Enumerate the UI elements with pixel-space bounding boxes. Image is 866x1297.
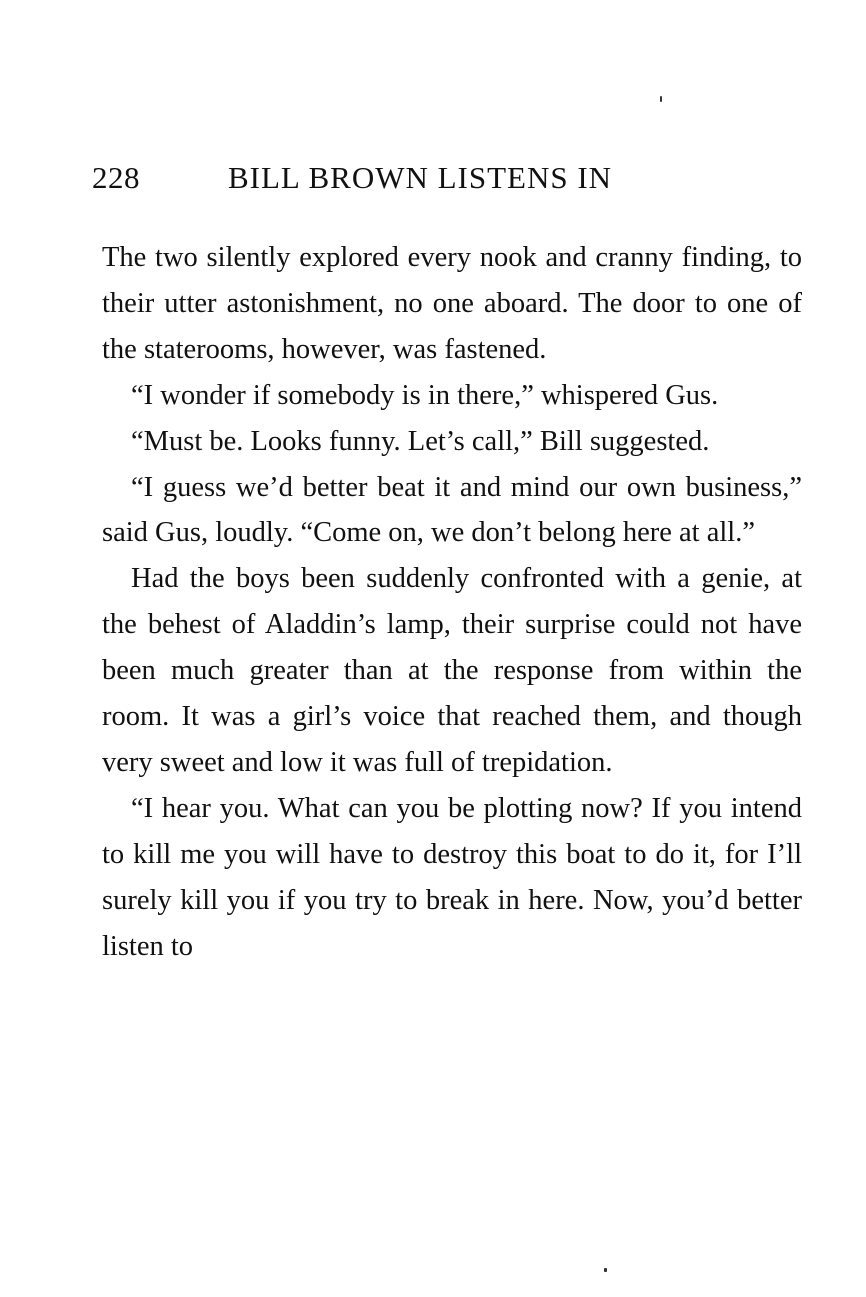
print-speck-top — [660, 96, 662, 102]
paragraph-1: The two silently explored every nook and cranny finding, to their utter astonishment, no one aboard. The door to one of the staterooms, however, was fastened. — [102, 242, 802, 365]
paragraph-2: “I wonder if somebody is in there,” whispered Gus. — [131, 379, 719, 411]
print-speck-bottom — [604, 1268, 607, 1272]
page-number: 228 — [92, 160, 140, 195]
paragraph-4: “I guess we’d better beat it and mind our own business,” said Gus, loudly. “Come on, we don’t belong here at all.” — [102, 471, 802, 549]
page-header — [92, 160, 802, 200]
paragraph-3: “Must be. Looks funny. Let’s call,” Bill suggested. — [131, 425, 710, 457]
running-head: BILL BROWN LISTENS IN — [228, 160, 613, 195]
paragraph-5: Had the boys been suddenly confronted with a genie, at the behest of Aladdin’s lamp, their surprise could not have been much greater than at the response from within the room. It was a girl’s voice that reached them, and though very sweet and low it was full of trepidation. — [102, 563, 802, 778]
paragraph-6: “I hear you. What can you be plotting now? If you intend to kill me you will have to destroy this boat to do it, for I’ll surely kill you if you try to break in here. Now, you’d better listen to — [102, 792, 802, 962]
body-text — [102, 235, 802, 970]
